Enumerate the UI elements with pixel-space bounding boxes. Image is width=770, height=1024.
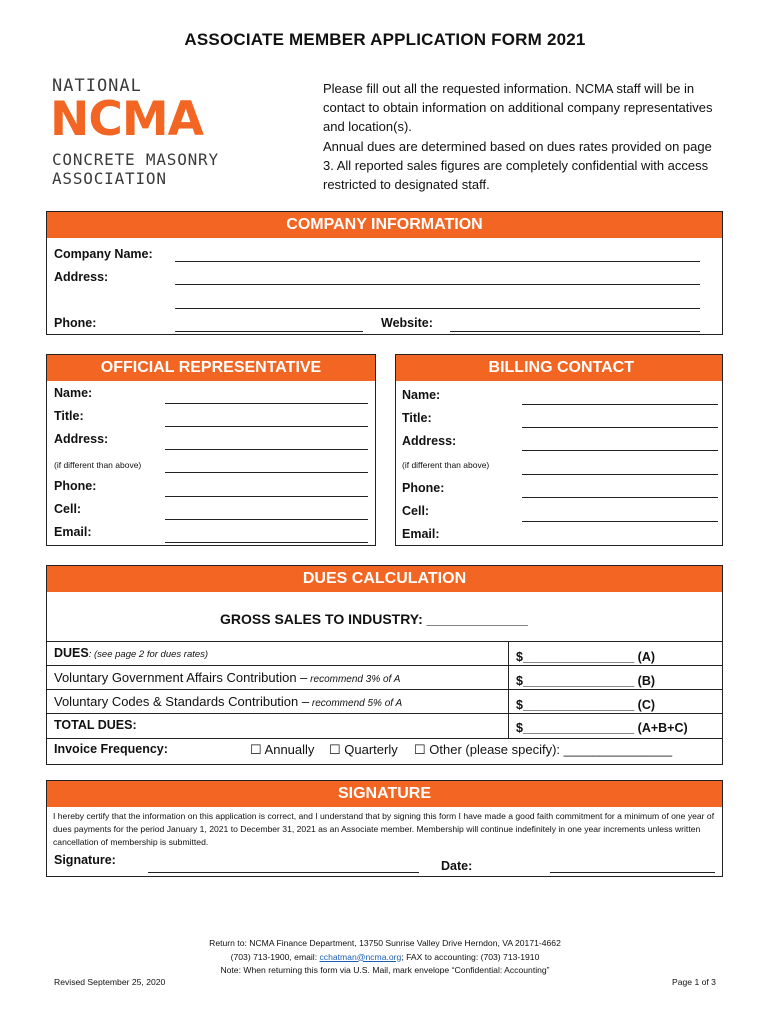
return-instructions (0, 937, 770, 978)
address-field-1[interactable] (175, 284, 700, 285)
signature-field[interactable] (148, 872, 419, 873)
contact-phone: (703) 713-1900, email: (230, 951, 320, 962)
revised-date: Revised September 25, 2020 (54, 977, 166, 987)
codes-standards-row-label (54, 694, 402, 709)
contact-fax: ; FAX to accounting: (703) 713-1910 (401, 951, 540, 962)
gov-affairs-label: Voluntary Government Affairs Contribution – (54, 670, 308, 685)
billing-name-label: Name: (402, 388, 441, 402)
dues-calculation-header: DUES CALCULATION (47, 566, 722, 592)
billing-cell-field[interactable] (522, 521, 718, 522)
dues-row-divider-2 (46, 689, 723, 690)
logo-ncma-text: NCMA (50, 92, 203, 147)
amount-c-field[interactable]: $________________ (C) (516, 698, 656, 712)
page-number: Page 1 of 3 (672, 977, 716, 987)
official-email-label: Email: (54, 525, 92, 539)
official-representative-header: OFFICIAL REPRESENTATIVE (47, 355, 375, 381)
gross-sales-label: GROSS SALES TO INDUSTRY: _____________ (220, 611, 528, 627)
official-email-field[interactable] (165, 542, 368, 543)
official-title-field[interactable] (165, 426, 368, 427)
official-phone-label: Phone: (54, 479, 97, 493)
dues-note: : (see page 2 for dues rates) (88, 649, 209, 660)
signature-header: SIGNATURE (47, 781, 722, 807)
billing-address-note: (if different than above) (402, 460, 490, 470)
dues-row-divider-3 (46, 713, 723, 714)
dues-column-divider (508, 641, 509, 739)
annually-checkbox[interactable]: ☐ Annually (250, 742, 315, 757)
intro-paragraph-2: Annual dues are determined based on dues rates provided on page 3. All reported sales figures are completely confidential with access restricted to designated staff. (323, 138, 712, 193)
certification-text: I hereby certify that the information on this application is correct, and I understand that by signing this form I have made a good faith commitment for a minimum of one year of dues payments for the period January 1, 2021 to December 31, 2021 as an Associate member. Membership will continue indefinitely in one year increments unless written cancellation of membership is submitted. (53, 811, 715, 847)
billing-contact-header (396, 355, 722, 381)
phone-label: Phone: (54, 316, 97, 330)
billing-phone-field[interactable] (522, 497, 718, 498)
date-field[interactable] (550, 872, 715, 873)
amount-b-field[interactable]: $________________ (B) (516, 674, 656, 688)
website-field[interactable] (450, 331, 700, 332)
official-representative-section (46, 354, 376, 546)
official-address-field-1[interactable] (165, 449, 368, 450)
logo-line3: ASSOCIATION (52, 169, 167, 188)
billing-name-field[interactable] (522, 404, 718, 405)
dues-label: DUES (54, 646, 89, 660)
billing-cell-label: Cell: (402, 504, 430, 518)
gov-affairs-note: recommend 3% of A (307, 674, 401, 685)
signature-label: Signature: (54, 853, 116, 867)
company-information-header: COMPANY INFORMATION (47, 212, 722, 238)
email-link[interactable]: cchatman@ncma.org (319, 951, 402, 962)
invoice-frequency-label: Invoice Frequency: (54, 742, 168, 756)
billing-address-label: Address: (402, 434, 457, 448)
quarterly-checkbox[interactable]: ☐ Quarterly (329, 742, 398, 757)
billing-title-field[interactable] (522, 427, 718, 428)
company-name-field[interactable] (175, 261, 700, 262)
official-address-note: (if different than above) (54, 460, 142, 470)
date-label: Date: (441, 859, 473, 873)
amount-total-field[interactable]: $________________ (A+B+C) (516, 721, 688, 735)
contact-line (0, 951, 770, 965)
return-address: Return to: NCMA Finance Department, 13750 Sunrise Valley Drive Herndon, VA 20171-4662 (209, 938, 561, 948)
logo-national-text: NATIONAL (52, 76, 142, 96)
phone-field[interactable] (175, 331, 363, 332)
official-phone-field[interactable] (165, 496, 368, 497)
dues-row-divider-1 (46, 665, 723, 666)
intro-paragraph-1: Please fill out all the requested information. NCMA staff will be in contact to obtain information on additional company representatives and location(s). (323, 81, 713, 135)
billing-address-field-2[interactable] (522, 474, 718, 475)
official-address-field-2[interactable] (165, 472, 368, 473)
billing-contact-header-text: BILLING CONTACT (488, 359, 634, 376)
gov-affairs-row-label (54, 670, 400, 685)
official-cell-field[interactable] (165, 519, 368, 520)
address-label: Address: (54, 270, 109, 284)
official-name-field[interactable] (165, 403, 368, 404)
official-name-label: Name: (54, 386, 93, 400)
other-checkbox[interactable]: ☐ Other (please specify): _______________ (414, 742, 673, 757)
total-dues-label: TOTAL DUES: (54, 718, 137, 732)
billing-title-label: Title: (402, 411, 432, 425)
logo-line2: CONCRETE MASONRY (52, 150, 219, 169)
official-cell-label: Cell: (54, 502, 82, 516)
mail-note: Note: When returning this form via U.S. Mail, mark envelope “Confidential: Accounting” (220, 965, 550, 975)
codes-standards-label: Voluntary Codes & Standards Contribution – (54, 694, 310, 709)
billing-phone-label: Phone: (402, 481, 445, 495)
amount-a-field[interactable]: $________________ (A) (516, 650, 656, 664)
billing-email-label: Email: (402, 527, 440, 541)
billing-address-field-1[interactable] (522, 450, 718, 451)
dues-row-label (54, 646, 208, 660)
official-title-label: Title: (54, 409, 84, 423)
form-title: ASSOCIATE MEMBER APPLICATION FORM 2021 (184, 30, 586, 49)
codes-standards-note: recommend 5% of A (309, 698, 403, 709)
logo-subtitle (52, 150, 219, 188)
intro-text (323, 79, 723, 194)
address-field-2[interactable] (175, 308, 700, 309)
official-address-label: Address: (54, 432, 109, 446)
website-label: Website: (381, 316, 433, 330)
company-name-label: Company Name: (54, 247, 153, 261)
